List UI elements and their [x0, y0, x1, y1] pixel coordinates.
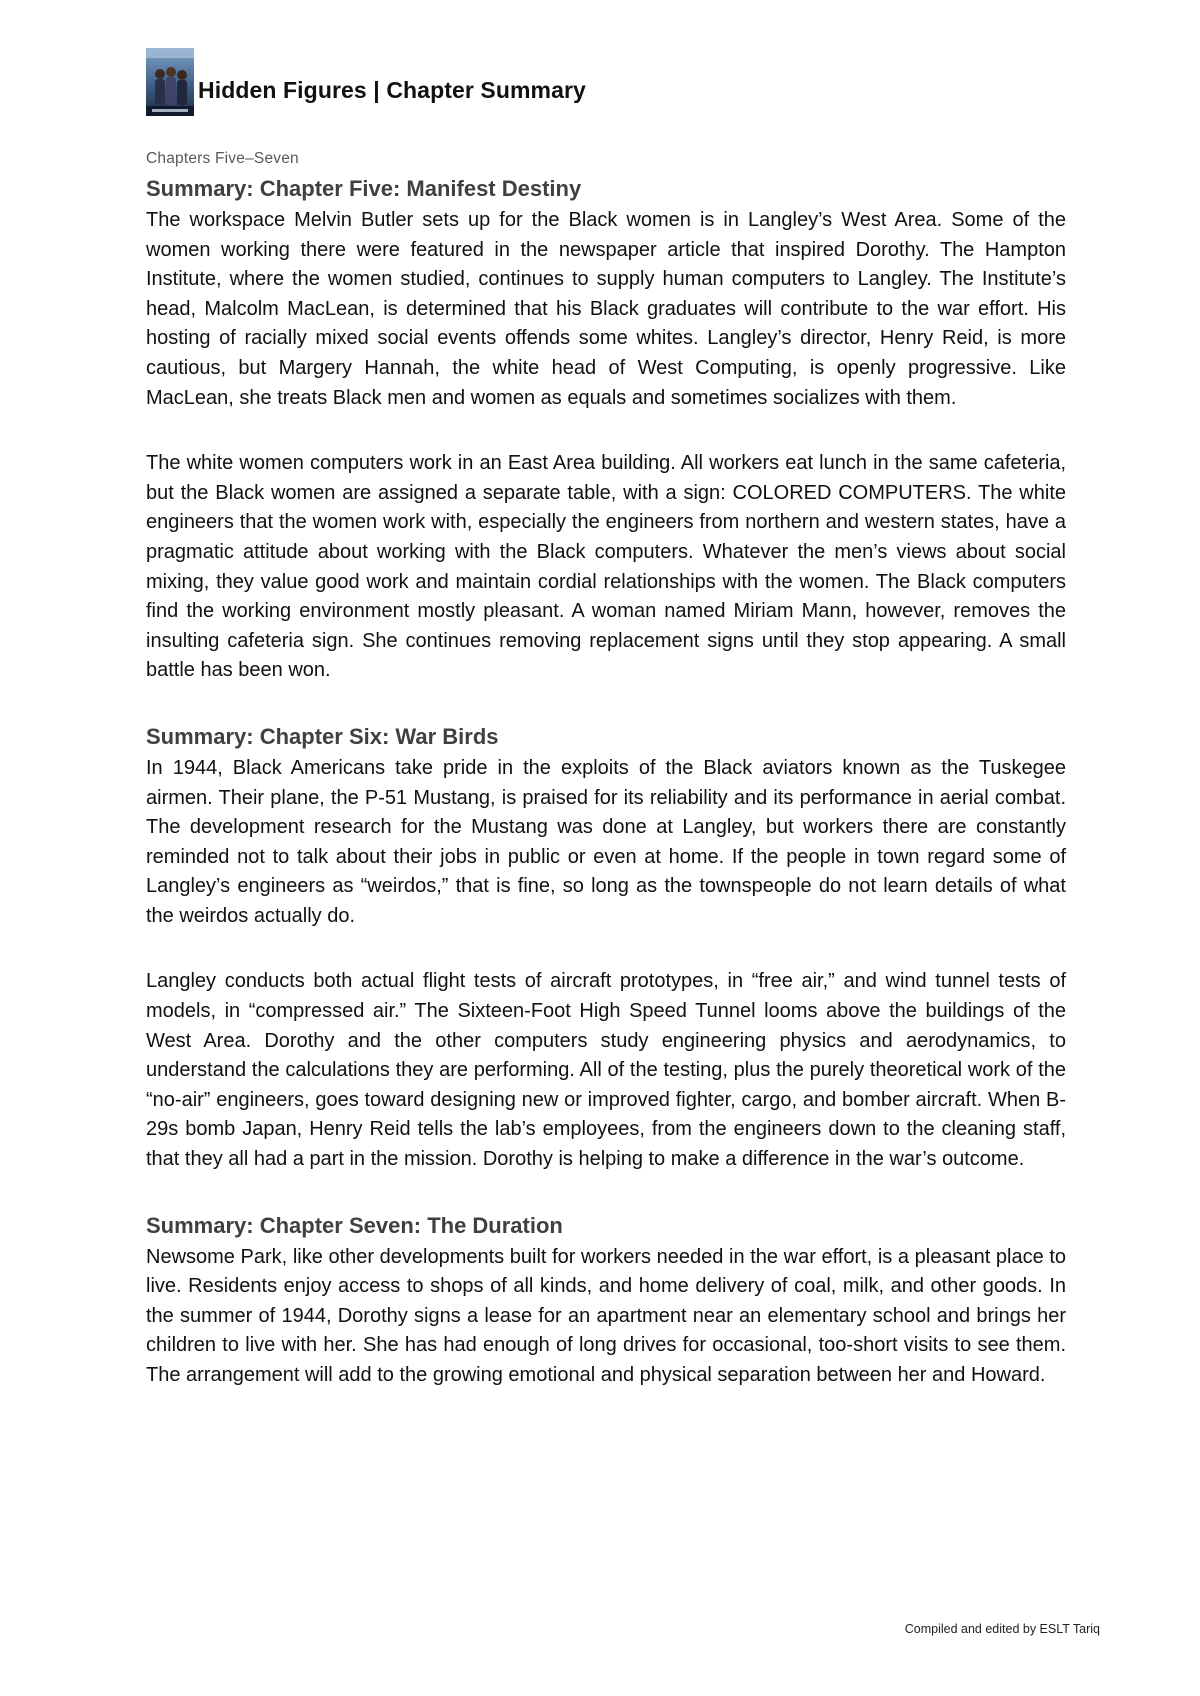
paragraph: Newsome Park, like other developments built for workers needed in the war effort, is a pleasant place to live. Residents enjoy access to shops of all kinds, and home delivery of coal, milk, and other goods. In the summer of 1944, Dorothy signs a lease for an apartment near an elementary school and brings her children to live with her. She has had enough of long drives for occasional, too-short visits to see them. The arrangement will add to the growing emotional and physical separation between her and Howard.	[146, 1245, 1066, 1386]
book-cover-image	[146, 48, 194, 116]
paragraph: Langley conducts both actual flight tests of aircraft prototypes, in “free air,” and wind tunnel tests of models, in “compressed air.” The Sixteen-Foot High Speed Tunnel looms above the buildings of the West Area. Dorothy and the other computers study engineering physics and aerodynamics, to understand the calculations they are performing. All of the testing, plus the purely theoretical work of the “no-air” engineers, goes toward designing new or improved fighter, cargo, and bomber aircraft. When B-29s bomb Japan, Henry Reid tells the lab’s employees, from the engineers down to the cleaning staff, that they all had a part in the mission. Dorothy is helping to make a difference in the war’s outcome.	[146, 970, 1066, 1171]
paragraph: The workspace Melvin Butler sets up for the Black women is in Langley’s West Area. Some of the women working there were featured in the newspaper article that inspired Dorothy. The Hampton Institute, where the women studied, continues to supply human computers to Langley. The Institute’s head, Malcolm MacLean, is determined that his Black graduates will contribute to the war effort. His hosting of racially mixed social events offends some whites. Langley’s director, Henry Reid, is more cautious, but Margery Hannah, the white head of West Computing, is openly progressive. Like MacLean, she treats Black men and women as equals and sometimes socializes with them.	[146, 209, 1066, 409]
document-header	[146, 44, 1066, 116]
section-heading: Summary: Chapter Five: Manifest Destiny	[146, 176, 582, 201]
section-chapter-seven	[146, 1211, 1066, 1391]
section-chapter-six	[146, 722, 1066, 1175]
document-page	[146, 44, 1066, 1391]
section-heading: Summary: Chapter Six: War Birds	[146, 723, 499, 749]
section-chapter-five	[146, 174, 1066, 686]
document-title: Hidden Figures | Chapter Summary	[198, 77, 586, 103]
paragraph: In 1944, Black Americans take pride in the exploits of the Black aviators known as the Tuskegee airmen. Their plane, the P-51 Mustang, is praised for its reliability and its performance in aerial combat. The development research for the Mustang was done at Langley, but workers there are constantly reminded not to talk about their jobs in public or even at home. If the people in town regard some of Langley’s engineers as “weirdos,” that is fine, so long as the townspeople do not learn details of what the weirdos actually do.	[146, 756, 1066, 927]
paragraph: The white women computers work in an East Area building. All workers eat lunch in the same cafeteria, but the Black women are assigned a separate table, with a sign: COLORED COMPUTERS. The white engineers that the women work with, especially the engineers from northern and western states, have a pragmatic attitude about working with the Black computers. Whatever the men’s views about social mixing, they value good work and maintain cordial relationships with the women. The Black computers find the working environment mostly pleasant. A woman named Miriam Mann, however, removes the insulting cafeteria sign. She continues removing replacement signs until they stop appearing. A small battle has been won.	[146, 452, 1066, 682]
chapters-range: Chapters Five–Seven	[146, 150, 299, 167]
footer-credit: Compiled and edited by ESLT Tariq	[904, 1622, 1100, 1636]
section-heading: Summary: Chapter Seven: The Duration	[146, 1212, 563, 1238]
